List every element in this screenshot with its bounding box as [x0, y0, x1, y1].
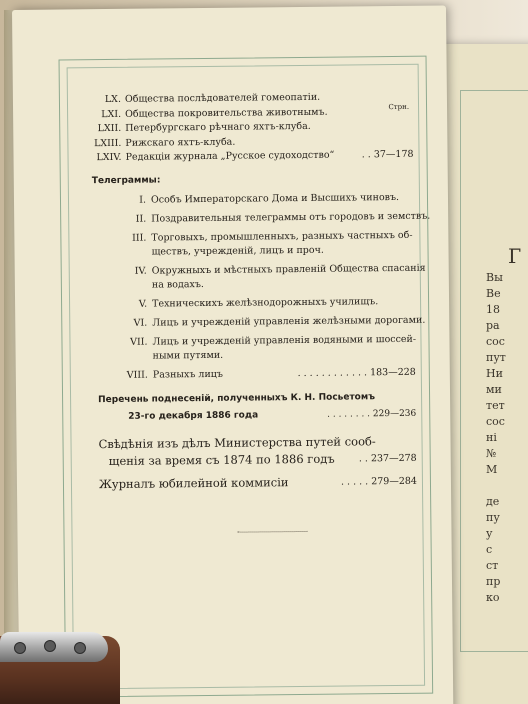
- perechen-entry: Перечень поднесеній, полученныхъ К. Н. Посьетомъ: [98, 391, 376, 405]
- right-page-line: ра: [486, 319, 500, 332]
- entry-number: LXIII.: [93, 137, 122, 149]
- entry-number: V.: [138, 298, 148, 310]
- right-page-text: [486, 270, 528, 606]
- right-page-line: [486, 478, 528, 494]
- entry-title: Редакціи журнала „Русское судоходство“: [125, 149, 335, 163]
- entry-number: III.: [132, 232, 147, 244]
- entry-number: LXI.: [101, 108, 122, 120]
- entry-title: 23-го декабря 1886 года: [128, 409, 259, 422]
- entry-title: Техническихъ желѣзнодорожныхъ училищъ.: [152, 295, 379, 310]
- entry-title: Разныхъ лицъ: [152, 368, 223, 381]
- right-page-line: Вы: [486, 271, 503, 284]
- entry-title: Окружныхъ и мѣстныхъ правленій Общества спасанія: [151, 262, 426, 277]
- entry-title: Торговыхъ, промышленныхъ, разныхъ частныхъ об-: [151, 229, 413, 244]
- right-page-line: М: [486, 463, 498, 476]
- entry-title: Журналъ юбилейной коммисіи: [98, 474, 289, 491]
- svedeniya-entry: Свѣдѣнія изъ дѣлъ Министерства путей сооб-: [98, 433, 376, 451]
- right-page-line: де: [486, 495, 500, 508]
- entry-number: VI.: [133, 317, 148, 329]
- entry-pages: . . . . . 279—284: [340, 475, 418, 488]
- entry-title: Лицъ и учрежденій управленія водяными и шоссей-: [152, 333, 417, 348]
- right-page-line: ні: [486, 431, 497, 444]
- entry-pages: . . 237—278: [358, 452, 417, 464]
- entry-pages: . . 37—178: [361, 148, 414, 161]
- right-page-line: пу: [486, 511, 500, 524]
- entry-continuation: ными путями.: [152, 349, 224, 362]
- right-page-line: Ве: [486, 287, 501, 300]
- entry-continuation: на водахъ.: [151, 278, 204, 291]
- right-page-line: сос: [486, 415, 505, 428]
- right-page-line: тет: [486, 399, 505, 412]
- right-page-line: ст: [486, 559, 499, 572]
- entry-number: LXII.: [97, 122, 122, 135]
- entry-title: Общества послѣдователей гомеопатіи.: [124, 91, 321, 105]
- table-of-contents: [79, 90, 431, 493]
- telegrams-heading: Телеграммы:: [91, 174, 161, 186]
- entry-continuation: ществъ, учрежденій, лицъ и проч.: [151, 244, 324, 258]
- entry-title: Особъ Императорскаго Дома и Высшихъ чиновъ.: [150, 191, 400, 206]
- entry-title: Поздравительныя телеграммы отъ городовъ и земствъ.: [151, 210, 431, 225]
- rivet: [74, 642, 86, 654]
- entry-number: LXIV.: [96, 151, 122, 164]
- entry-pages: . . . . . . . . 229—236: [327, 408, 417, 420]
- corkscrew-metal: [0, 632, 108, 662]
- rivet: [44, 640, 56, 652]
- right-page-line: №: [486, 447, 497, 460]
- left-page: [12, 5, 454, 704]
- right-page-line: с: [486, 543, 493, 556]
- entry-number: LX.: [104, 93, 121, 106]
- pages-column-label: Стрн.: [388, 102, 410, 112]
- entry-number: VII.: [130, 336, 148, 348]
- right-page-line: 18: [486, 303, 500, 316]
- right-page-line: пр: [486, 575, 501, 588]
- right-page-line: Ни: [486, 367, 503, 380]
- svedeniya-entry-line2: [83, 449, 423, 470]
- entry-title: Петербургскаго рѣчнаго яхтъ-клуба.: [125, 120, 311, 134]
- entry-number: IV.: [134, 265, 147, 277]
- entry-number: I.: [139, 194, 147, 206]
- entry-number: VIII.: [126, 369, 148, 381]
- entry-number: II.: [135, 213, 147, 225]
- toc-entry: [79, 148, 419, 166]
- right-page-line: ми: [486, 383, 502, 396]
- right-page-line: сос: [486, 335, 505, 348]
- zhurnal-entry: [83, 472, 423, 493]
- entry-pages: . . . . . . . . . . . . 183—228: [297, 366, 416, 379]
- entry-title: Лицъ и учрежденій управленія желѣзными дорогами.: [152, 314, 426, 329]
- entry-title: Рижскаго яхтъ-клуба.: [125, 136, 236, 149]
- right-page-line: у: [486, 527, 493, 540]
- right-page-line: пут: [486, 351, 506, 364]
- entry-title: щенія за время съ 1874 по 1886 годъ: [108, 451, 335, 468]
- right-page-line: ко: [486, 591, 500, 604]
- rivet: [14, 642, 26, 654]
- right-page-initial: Г: [508, 244, 522, 268]
- entry-title: Общества покровительства животнымъ.: [125, 106, 328, 120]
